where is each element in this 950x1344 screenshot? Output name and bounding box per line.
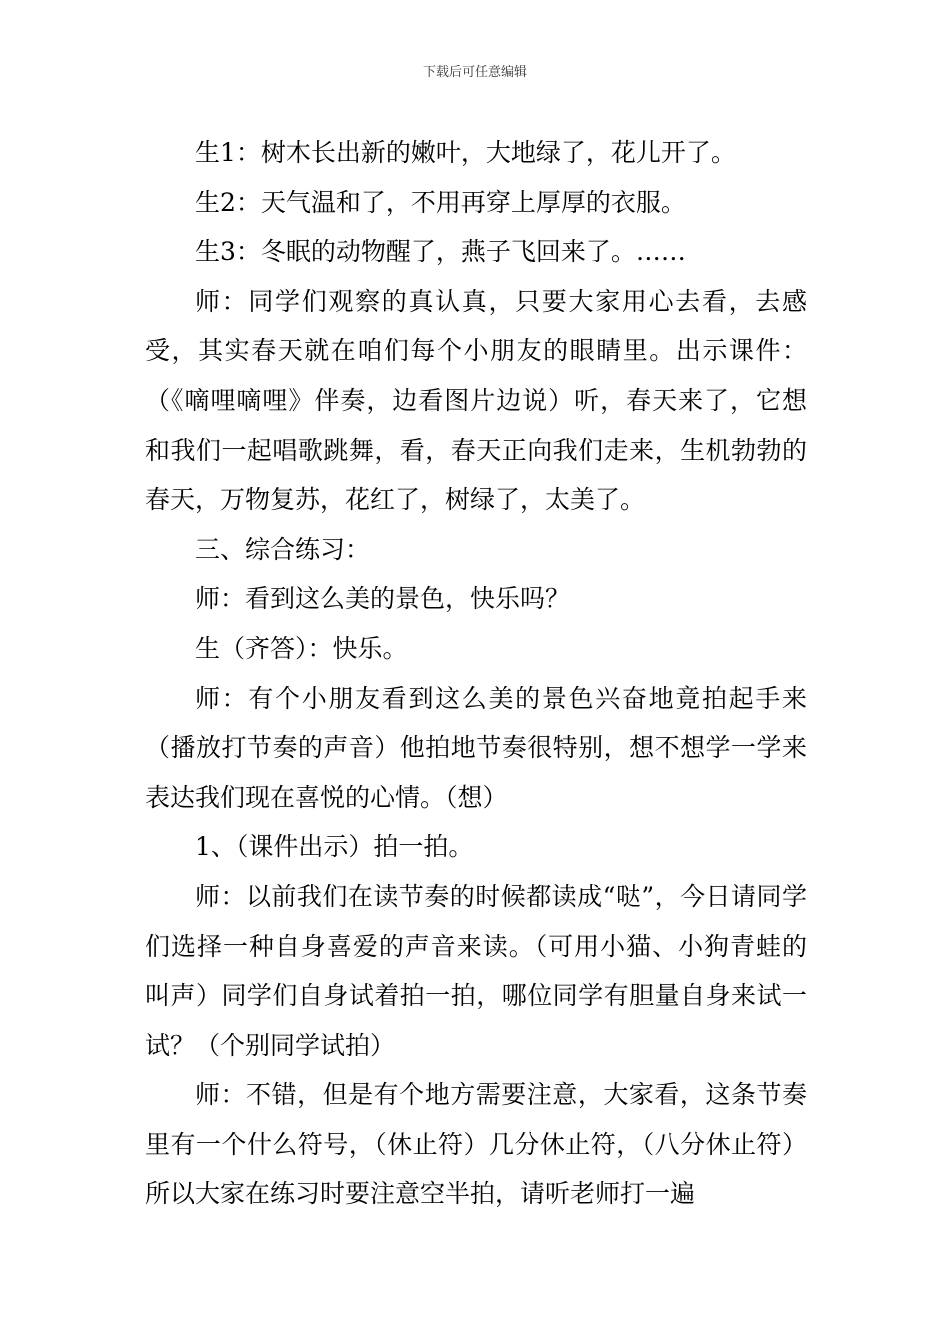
section-heading-practice: 三、综合练习： (195, 534, 371, 564)
paragraph-teacher-spring: 师：同学们观察的真认真，只要大家用心去看，去感受，其实春天就在咱们每个小朋友的眼睛里。出示课件：（《嘀哩嘀哩》伴奏，边看图片边说）听，春天来了，它想和我们一起唱歌跳舞，看，春天正向我们走来，生机勃勃的春天，万物复苏，花红了，树绿了，太美了。 (145, 286, 807, 515)
header-note: 下载后可任意编辑 (422, 65, 527, 80)
paragraph-student-answer: 生（齐答）：快乐。 (195, 633, 408, 663)
paragraph-teacher-rest: 师：不错，但是有个地方需要注意，大家看，这条节奏里有一个什么符号，（休止符）几分休止符，（八分休止符）所以大家在练习时要注意空半拍，请听老师打一遍 (145, 1080, 807, 1209)
paragraph-student-1: 生1：树木长出新的嫩叶，大地绿了，花儿开了。 (195, 138, 736, 167)
paragraph-item-1: 1、（课件出示）拍一拍。 (195, 832, 474, 862)
paragraph-teacher-question: 师：看到这么美的景色，快乐吗？ (195, 584, 571, 614)
paragraph-teacher-rhythm: 师：以前我们在读节奏的时候都读成“哒”，今日请同学们选择一种自身喜爱的声音来读。（可用小猫、小狗青蛙的叫声）同学们自身试着拍一拍，哪位同学有胆量自身来试一试？（个别同学试拍） (145, 881, 807, 1060)
paragraph-student-2: 生2：天气温和了，不用再穿上厚厚的衣服。 (195, 187, 686, 217)
document-body (145, 128, 807, 1219)
paragraph-student-3: 生3：冬眠的动物醒了，燕子飞回来了。…… (195, 237, 686, 267)
paragraph-teacher-clap: 师：有个小朋友看到这么美的景色兴奋地竟拍起手来（播放打节奏的声音）他拍地节奏很特别，想不想学一学来表达我们现在喜悦的心情。（想） (145, 683, 807, 812)
